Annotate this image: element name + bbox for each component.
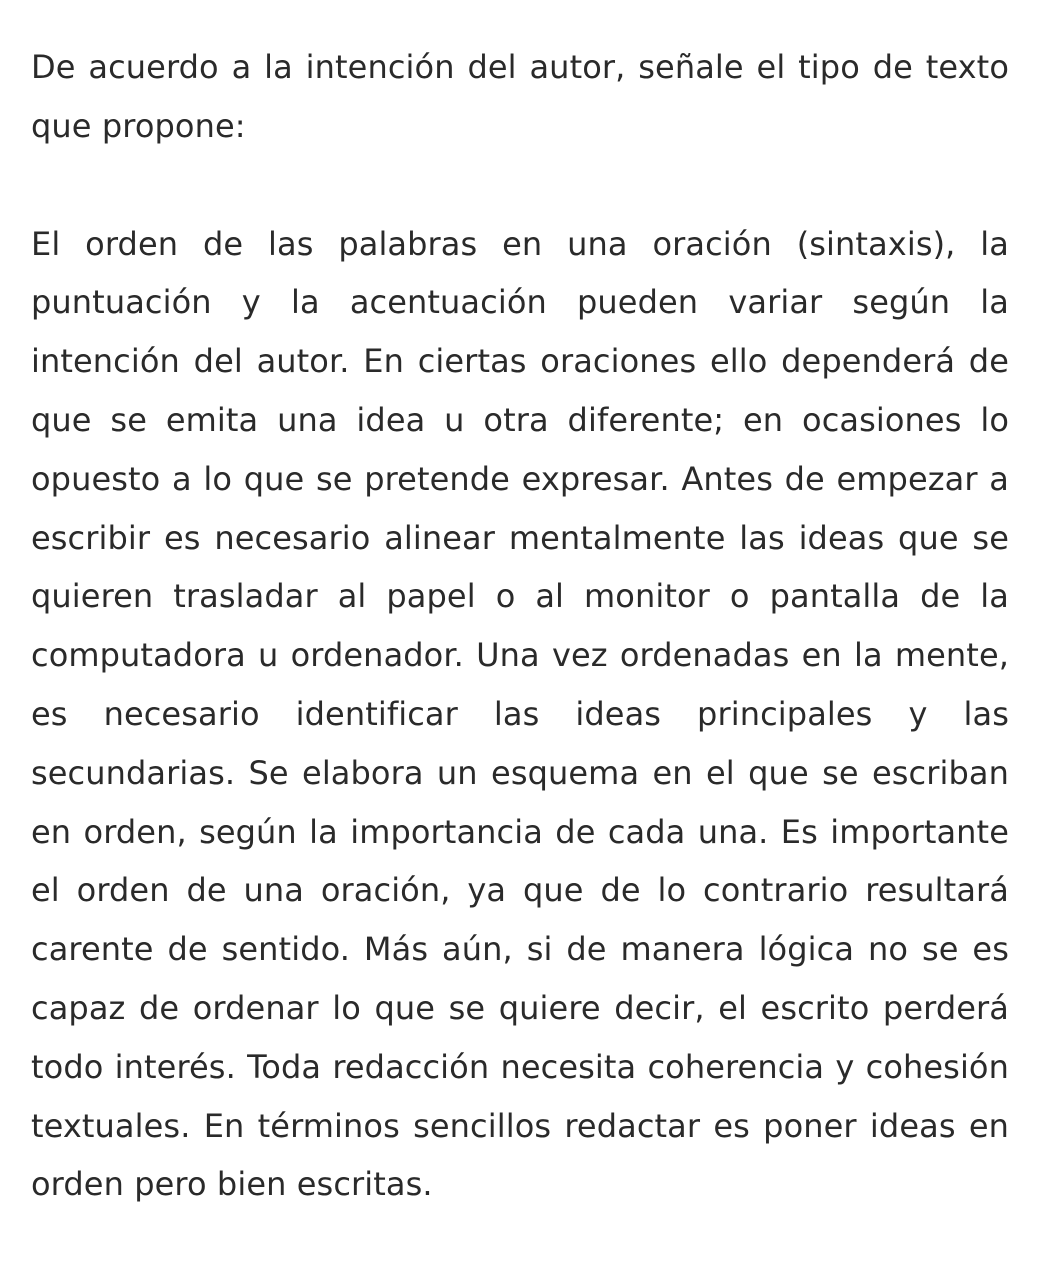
question-text: De acuerdo a la intención del autor, señale el tipo de texto que propone: — [31, 48, 1009, 145]
passage-text: El orden de las palabras en una oración (sintaxis), la puntuación y la acentuación pueden variar según la intención del autor. En ciertas oraciones ello dependerá de que se emita una idea u otra diferente; en ocasiones lo opuesto a lo que se pretende expresar. Antes de empezar a escribir es necesario alinear mentalmente las ideas que se quieren trasladar al papel o al monitor o pantalla de la computadora u ordenador. Una vez ordenadas en la mente, es necesario identificar las ideas principales y las secundarias. Se elabora un esquema en el que se escriban en orden, según la importancia de cada una. Es importante el orden de una oración, ya que de lo contrario resultará carente de sentido. Más aún, si de manera lógica no se es capaz de ordenar lo que se quiere decir, el escrito perderá todo interés. Toda redacción necesita coherencia y cohesión textuales. En términos sencillos redactar es poner ideas en orden pero bien escritas. — [31, 224, 1009, 1204]
